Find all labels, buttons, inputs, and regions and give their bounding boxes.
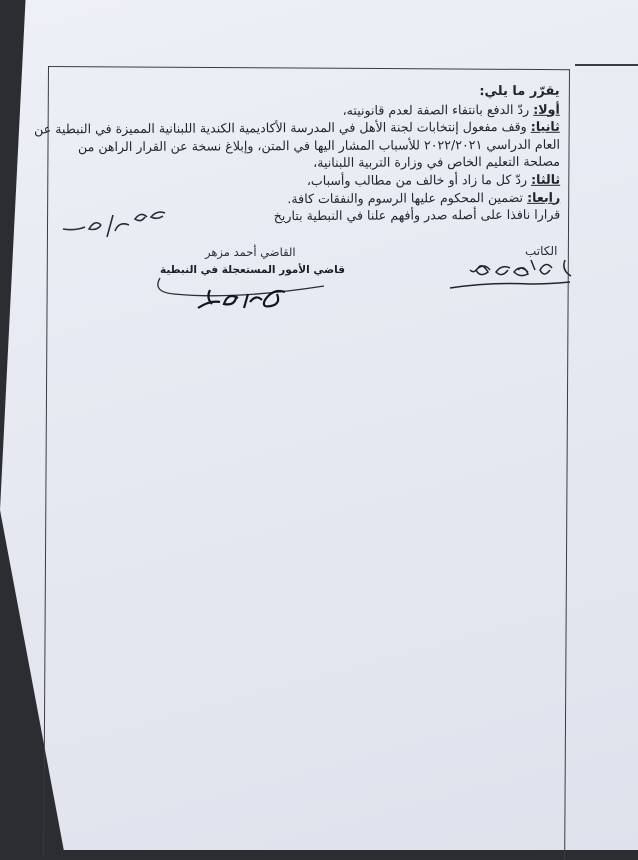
decision-closing: قرارا نافذا على أصله صدر وأفهم علنا في النبطية بتاريخ xyxy=(273,206,561,224)
decision-item-2: ثانيا: وقف مفعول إنتخابات لجنة الأهل في المدرسة الأكاديمية الكندية اللبنانية المميزة في النبطية عن xyxy=(34,118,560,137)
judge-title: قاضي الأمور المستعجلة في النبطية xyxy=(160,264,345,276)
decision-item-4: رابعا: تضمين المحكوم عليها الرسوم والنفقات كافة. xyxy=(287,189,561,206)
decision-item-2-cont: العام الدراسي ٢٠٢٢/٢٠٢١ للأسباب المشار اليها في المتن، وإبلاغ نسخة عن القرار الراهن من xyxy=(77,136,560,154)
handwritten-date xyxy=(55,205,175,245)
judge-signature xyxy=(150,250,350,320)
decision-item-2-cont2: مصلحة التعليم الخاص في وزارة التربية اللبنانية، xyxy=(313,154,561,171)
secretary-label: الكاتب xyxy=(525,244,558,258)
decision-heading: يقرّر ما يلي: xyxy=(479,83,560,100)
secretary-signature xyxy=(440,250,575,295)
border-rule xyxy=(575,64,638,66)
judge-name: القاضي أحمد مزهر xyxy=(205,245,296,259)
decision-item-3: ثالثا: ردّ كل ما زاد أو خالف من مطالب وأسباب، xyxy=(306,171,561,188)
decision-item-1: أولا: ردّ الدفع بانتفاء الصفة لعدم قانونيته، xyxy=(342,101,560,118)
